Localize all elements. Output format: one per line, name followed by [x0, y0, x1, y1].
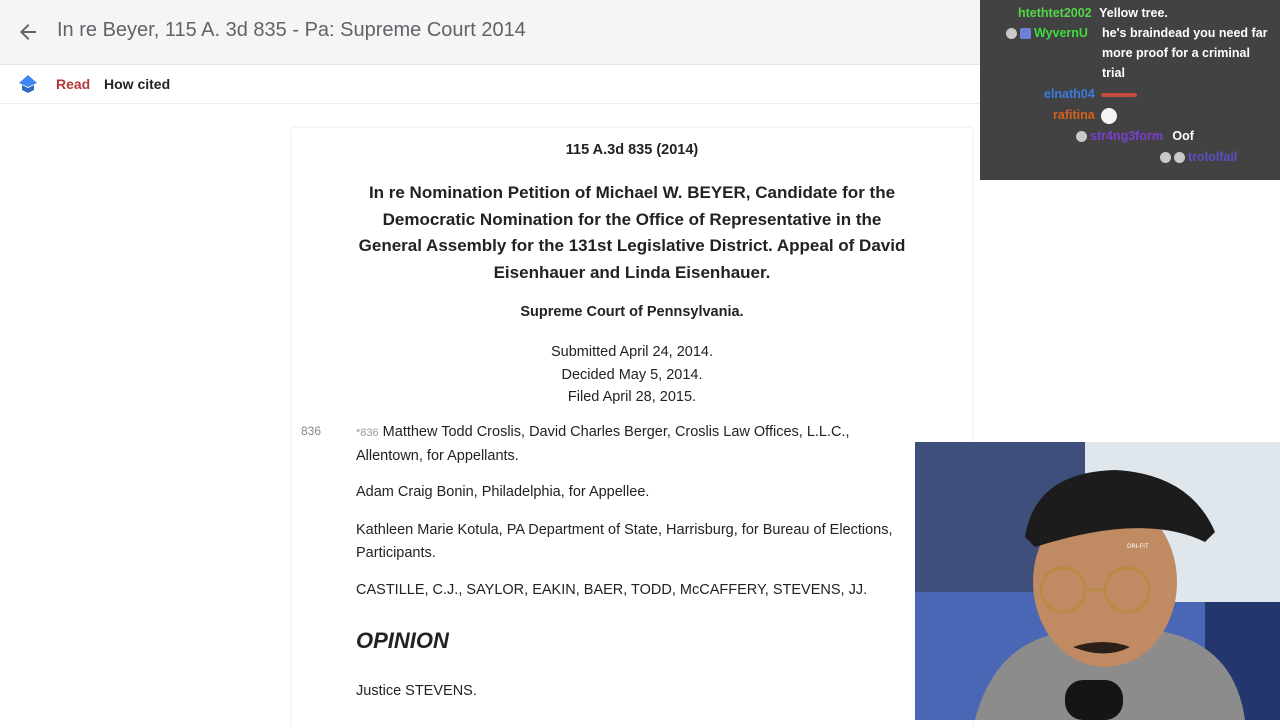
counsel-appellee: Adam Craig Bonin, Philadelphia, for Appellee. [356, 484, 650, 500]
viewer-badge-icon [1076, 131, 1087, 142]
viewer-badge-icon [1006, 28, 1017, 39]
counsel-appellants [356, 421, 896, 467]
sub-badge-icon [1020, 28, 1031, 39]
justices-list: CASTILLE, C.J., SAYLOR, EAKIN, BAER, TODD, McCAFFERY, STEVENS, JJ. [356, 582, 868, 598]
decided-date: Decided May 5, 2014. [561, 366, 703, 383]
tab-read[interactable]: Read [56, 76, 91, 92]
tab-bar [0, 65, 980, 104]
star-page-marker: *836 [356, 427, 379, 439]
webcam-overlay [915, 442, 1280, 720]
counsel-appellants-text: Matthew Todd Croslis, David Charles Berger, Croslis Law Offices, L.L.C., Allentown, for Appellants. [356, 424, 850, 464]
emote-icon [1101, 93, 1137, 97]
chat-message [1053, 105, 1273, 125]
chat-text: he's braindead you need far more proof for a criminal trial [1102, 26, 1268, 80]
top-bar [0, 0, 980, 65]
chat-username: rafitina [1053, 108, 1095, 122]
case-document [292, 128, 972, 728]
tab-how-cited[interactable]: How cited [104, 76, 171, 92]
case-title: In re Nomination Petition of Michael W. BEYER, Candidate for the Democratic Nomination for the Office of Representative in the General Assembly for the 131st Legislative District. Appeal of David Eisenhauer and Linda Eisenhauer. [358, 183, 906, 282]
chat-text: Oof [1172, 129, 1194, 143]
chat-message [1160, 147, 1274, 167]
scholar-logo-icon[interactable] [18, 74, 38, 94]
chat-username: htethtet2002 [1018, 6, 1092, 20]
emote-face-icon [1101, 108, 1117, 124]
page-number-marker[interactable]: 836 [301, 424, 322, 438]
case-citation: 115 A.3d 835 (2014) [565, 142, 699, 158]
viewer-badge-icon [1174, 152, 1185, 163]
stream-chat-overlay [980, 0, 1280, 180]
opinion-heading: OPINION [356, 628, 449, 653]
back-arrow-icon[interactable] [16, 20, 40, 44]
viewer-badge-icon [1160, 152, 1171, 163]
chat-message [1076, 126, 1274, 146]
chat-message [1018, 3, 1276, 23]
chat-message [1044, 84, 1274, 104]
chat-username: elnath04 [1044, 87, 1095, 101]
chat-username: str4ng3form [1090, 129, 1163, 143]
chat-text: Yellow tree. [1099, 6, 1168, 20]
chat-username: trololfail [1188, 150, 1238, 164]
court-name: Supreme Court of Pennsylvania. [520, 304, 744, 320]
page-title: In re Beyer, 115 A. 3d 835 - Pa: Supreme Court 2014 [57, 19, 526, 41]
svg-text:DRI-FIT: DRI-FIT [1127, 543, 1149, 550]
counsel-participants: Kathleen Marie Kotula, PA Department of State, Harrisburg, for Bureau of Elections, Participants. [356, 522, 893, 561]
filed-date: Filed April 28, 2015. [567, 389, 697, 405]
chat-username: WyvernU [1034, 26, 1088, 40]
opinion-author: Justice STEVENS. [356, 683, 477, 699]
submitted-date: Submitted April 24, 2014. [550, 344, 714, 360]
chat-message [1102, 23, 1274, 83]
streamer-webcam-image [915, 442, 1280, 720]
chat-message-meta [1006, 23, 1102, 43]
case-dates [292, 341, 972, 409]
